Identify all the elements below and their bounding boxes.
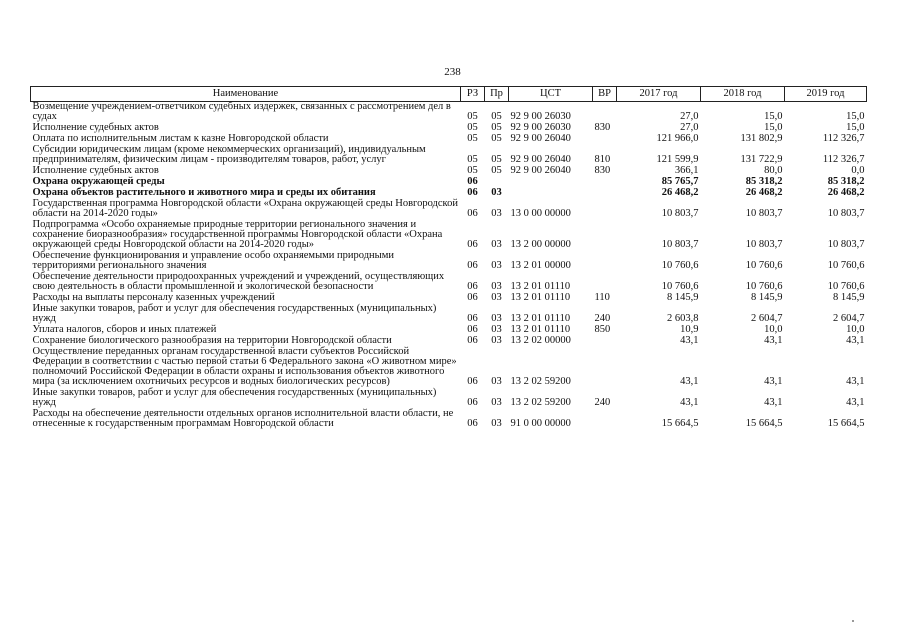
row-value-2019: 43,1 <box>846 376 865 387</box>
row-value-2018: 10 760,6 <box>745 281 783 292</box>
row-vr: 240 <box>594 313 611 324</box>
row-cst: 92 9 00 26040 <box>510 165 571 176</box>
row-value-2019: 43,1 <box>846 397 865 408</box>
row-value-2017: 10 760,6 <box>661 281 699 292</box>
row-name: Исполнение судебных актов <box>32 165 159 176</box>
header-name: Наименование <box>31 87 461 102</box>
table-row <box>31 199 867 220</box>
row-value-2017: 27,0 <box>680 122 699 133</box>
row-cst: 13 2 02 59200 <box>510 376 571 387</box>
row-cst: 13 2 02 00000 <box>510 335 571 346</box>
row-pr: 03 <box>491 239 502 250</box>
header-pr: Пр <box>485 87 509 102</box>
row-cst <box>509 188 593 199</box>
header-cst: ЦСТ <box>509 87 593 102</box>
row-cst: 13 2 01 01110 <box>510 292 571 303</box>
row-vr: 850 <box>594 324 611 335</box>
row-pr: 05 <box>491 165 502 176</box>
row-rz: 06 <box>467 335 478 346</box>
row-pr: 03 <box>491 324 502 335</box>
row-cst: 13 0 00 00000 <box>510 208 571 219</box>
row-name: Субсидии юридическим лицам (кроме некоммерческих организаций), индивидуальным предпринимателям, физическим лицам - производителям товаров, работ, услуг <box>32 144 426 165</box>
header-2017: 2017 год <box>617 87 701 102</box>
row-value-2017: 26 468,2 <box>661 187 699 198</box>
row-rz: 05 <box>467 165 478 176</box>
row-pr: 05 <box>491 122 502 133</box>
budget-table <box>30 86 867 430</box>
table-row <box>31 388 867 409</box>
row-value-2018: 2 604,7 <box>751 313 783 324</box>
row-value-2017: 121 966,0 <box>656 133 699 144</box>
row-cst <box>509 177 593 188</box>
row-value-2017: 10 803,7 <box>661 208 699 219</box>
row-value-2019: 10 803,7 <box>827 208 865 219</box>
row-cst: 13 2 01 01110 <box>510 313 571 324</box>
row-value-2019: 10 760,6 <box>827 281 865 292</box>
row-value-2017: 43,1 <box>680 335 699 346</box>
row-rz: 06 <box>467 397 478 408</box>
row-value-2018: 15,0 <box>764 122 783 133</box>
row-pr: 03 <box>491 208 502 219</box>
row-value-2017: 15 664,5 <box>661 418 699 429</box>
row-value-2019: 112 326,7 <box>822 154 865 165</box>
table-row <box>31 145 867 166</box>
row-pr: 03 <box>491 376 502 387</box>
table-header-row <box>31 87 867 102</box>
scan-speck <box>852 620 854 622</box>
row-rz: 06 <box>467 187 478 198</box>
row-value-2018: 85 318,2 <box>745 176 783 187</box>
row-rz: 06 <box>467 418 478 429</box>
row-value-2019: 15 664,5 <box>827 418 865 429</box>
row-pr: 03 <box>491 292 502 303</box>
row-name: Осуществление переданных органам государственной власти субъектов Российской Федерации в соответствии с частью первой статьи 6 Федерального закона «О животном мире» полномочий Российской Федерации в области охраны и использования объектов животного мира (за исключением охотничьих ресурсов и водных биологических ресурсов) <box>32 346 457 387</box>
row-pr: 03 <box>491 397 502 408</box>
row-rz: 05 <box>467 154 478 165</box>
row-value-2019: 2 604,7 <box>833 313 865 324</box>
row-vr <box>593 251 617 272</box>
row-name: Государственная программа Новгородской области «Охрана окружающей среды Новгородской области на 2014-2020 годы» <box>32 198 458 219</box>
row-name: Расходы на выплаты персоналу казенных учреждений <box>32 292 275 303</box>
row-name: Подпрограмма «Особо охраняемые природные территории регионального значения и сохранение биоразнообразия» государственной программы Новгородской области «Охрана окружающей среды Новгородской области на 2014-2020 годы» <box>32 219 443 250</box>
row-value-2019: 10 803,7 <box>827 239 865 250</box>
row-value-2017: 85 765,7 <box>661 176 699 187</box>
row-rz: 05 <box>467 133 478 144</box>
row-name: Обеспечение деятельности природоохранных учреждений и учреждений, осуществляющих свою деятельность в области промышленной и экологической безопасности <box>32 271 445 292</box>
row-name: Обеспечение функционирования и управление особо охраняемыми природными территориями регионального значения <box>32 250 394 271</box>
row-value-2017: 10,9 <box>680 324 699 335</box>
row-value-2019: 112 326,7 <box>822 133 865 144</box>
row-vr: 110 <box>594 292 610 303</box>
row-cst: 92 9 00 26030 <box>510 122 571 133</box>
row-rz: 06 <box>467 313 478 324</box>
row-pr: 05 <box>491 133 502 144</box>
page-number: 238 <box>444 66 461 78</box>
table-body <box>31 102 867 431</box>
row-rz: 05 <box>467 122 478 133</box>
row-rz: 06 <box>467 260 478 271</box>
row-vr <box>593 272 617 293</box>
row-value-2017: 10 803,7 <box>661 239 699 250</box>
row-vr: 830 <box>594 165 611 176</box>
header-2018: 2018 год <box>701 87 785 102</box>
row-rz: 05 <box>467 111 478 122</box>
row-value-2017: 43,1 <box>680 397 699 408</box>
row-cst: 13 2 01 01110 <box>510 281 571 292</box>
row-value-2017: 2 603,8 <box>667 313 699 324</box>
row-rz: 06 <box>467 281 478 292</box>
row-value-2019: 15,0 <box>846 111 865 122</box>
row-value-2019: 8 145,9 <box>833 292 865 303</box>
row-vr: 240 <box>594 397 611 408</box>
row-rz: 06 <box>467 208 478 219</box>
row-name: Охрана окружающей среды <box>32 176 165 187</box>
row-pr: 03 <box>491 187 502 198</box>
row-value-2018: 43,1 <box>764 397 783 408</box>
table-row <box>31 347 867 388</box>
header-vr: ВР <box>593 87 617 102</box>
row-value-2018: 80,0 <box>764 165 783 176</box>
row-rz: 06 <box>467 324 478 335</box>
row-value-2017: 366,1 <box>674 165 699 176</box>
row-vr <box>593 102 617 124</box>
header-2019: 2019 год <box>785 87 867 102</box>
row-name: Оплата по исполнительным листам к казне Новгородской области <box>32 133 329 144</box>
row-name: Иные закупки товаров, работ и услуг для обеспечения государственных (муниципальных) нужд <box>32 303 437 324</box>
row-name: Охрана объектов растительного и животного мира и среды их обитания <box>32 187 376 198</box>
row-value-2018: 131 802,9 <box>740 133 783 144</box>
row-pr: 03 <box>491 313 502 324</box>
row-cst: 91 0 00 00000 <box>510 418 571 429</box>
row-cst: 92 9 00 26040 <box>510 133 571 144</box>
row-rz: 06 <box>467 376 478 387</box>
row-value-2019: 85 318,2 <box>827 176 865 187</box>
row-rz: 06 <box>467 239 478 250</box>
row-name: Расходы на обеспечение деятельности отдельных органов исполнительной власти области, не отнесенные к государственным программам Новгородской области <box>32 408 454 429</box>
row-pr: 03 <box>491 335 502 346</box>
table-row <box>31 409 867 430</box>
row-value-2018: 10 760,6 <box>745 260 783 271</box>
header-rz: РЗ <box>461 87 485 102</box>
row-value-2018: 131 722,9 <box>740 154 783 165</box>
row-vr <box>593 220 617 251</box>
row-name: Иные закупки товаров, работ и услуг для обеспечения государственных (муниципальных) нужд <box>32 387 437 408</box>
row-name: Исполнение судебных актов <box>32 122 159 133</box>
row-pr: 05 <box>491 154 502 165</box>
row-value-2017: 27,0 <box>680 111 699 122</box>
row-value-2019: 10 760,6 <box>827 260 865 271</box>
row-cst: 13 2 01 01110 <box>510 324 571 335</box>
table-row <box>31 102 867 124</box>
row-pr: 03 <box>491 281 502 292</box>
row-vr <box>593 336 617 347</box>
row-pr: 03 <box>491 260 502 271</box>
table-row <box>31 272 867 293</box>
row-value-2018: 43,1 <box>764 376 783 387</box>
row-value-2017: 43,1 <box>680 376 699 387</box>
row-rz: 06 <box>467 292 478 303</box>
row-cst: 13 2 01 00000 <box>510 260 571 271</box>
row-cst: 13 2 00 00000 <box>510 239 571 250</box>
row-value-2018: 10 803,7 <box>745 208 783 219</box>
row-value-2018: 15 664,5 <box>745 418 783 429</box>
row-name: Уплата налогов, сборов и иных платежей <box>32 324 217 335</box>
row-value-2019: 43,1 <box>846 335 865 346</box>
table-row <box>31 251 867 272</box>
row-value-2018: 10,0 <box>764 324 783 335</box>
row-name: Возмещение учреждением-ответчиком судебных издержек, связанных с рассмотрением дел в судах <box>32 101 451 122</box>
row-name: Сохранение биологического разнообразия на территории Новгородской области <box>32 335 392 346</box>
row-cst: 13 2 02 59200 <box>510 397 571 408</box>
row-rz: 06 <box>467 176 478 187</box>
row-value-2018: 8 145,9 <box>751 292 783 303</box>
row-vr <box>593 134 617 145</box>
row-value-2017: 8 145,9 <box>667 292 699 303</box>
row-value-2019: 26 468,2 <box>827 187 865 198</box>
row-vr <box>593 347 617 388</box>
row-vr: 830 <box>594 122 611 133</box>
row-vr <box>593 177 617 188</box>
row-value-2017: 10 760,6 <box>661 260 699 271</box>
row-value-2019: 0,0 <box>851 165 865 176</box>
row-vr: 810 <box>594 154 611 165</box>
row-value-2018: 26 468,2 <box>745 187 783 198</box>
row-pr: 03 <box>491 418 502 429</box>
row-value-2018: 10 803,7 <box>745 239 783 250</box>
table-row <box>31 220 867 251</box>
row-value-2019: 10,0 <box>846 324 865 335</box>
row-value-2018: 43,1 <box>764 335 783 346</box>
table-row <box>31 304 867 325</box>
row-vr <box>593 199 617 220</box>
row-value-2019: 15,0 <box>846 122 865 133</box>
row-vr <box>593 409 617 430</box>
row-value-2017: 121 599,9 <box>656 154 699 165</box>
row-vr <box>593 188 617 199</box>
row-value-2018: 15,0 <box>764 111 783 122</box>
row-cst: 92 9 00 26040 <box>510 154 571 165</box>
row-pr: 05 <box>491 111 502 122</box>
row-cst: 92 9 00 26030 <box>510 111 571 122</box>
